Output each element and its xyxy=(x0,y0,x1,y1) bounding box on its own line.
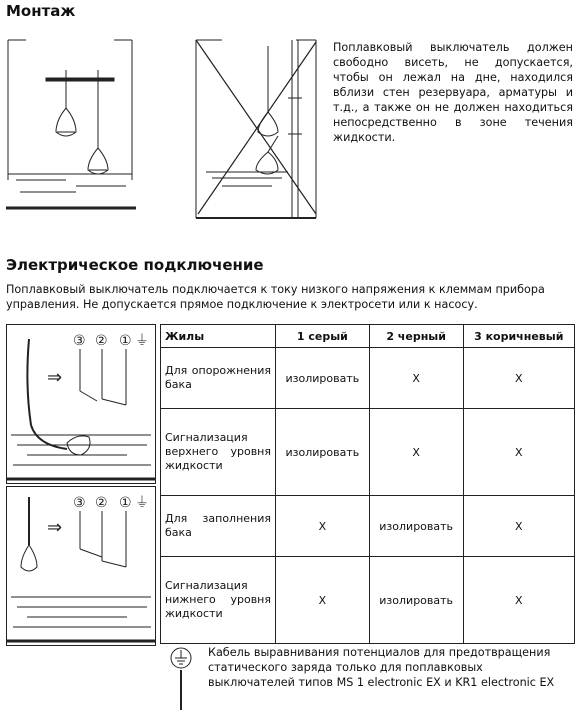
cell-black: изолировать xyxy=(369,495,463,556)
correct-installation-illustration xyxy=(6,36,138,214)
wiring-diagram-emptying-drawing xyxy=(7,325,155,483)
section-title-montazh: Монтаж xyxy=(6,2,76,20)
column-header-grey: 1 серый xyxy=(276,325,370,348)
cell-grey: X xyxy=(276,495,370,556)
row-label: Для опорожнения бака xyxy=(161,348,276,409)
table-row xyxy=(161,348,575,409)
cell-black: X xyxy=(369,409,463,496)
cell-brown: X xyxy=(463,348,574,409)
arrow-label: ⇒ xyxy=(47,367,63,388)
table-row xyxy=(161,557,575,644)
terminal-2-label: ② xyxy=(95,333,108,349)
ground-label: ⏚ xyxy=(135,495,149,511)
cell-brown: X xyxy=(463,409,574,496)
cell-grey: изолировать xyxy=(276,348,370,409)
wiring-diagram-emptying xyxy=(6,324,156,484)
incorrect-installation-illustration xyxy=(192,36,324,222)
terminal-3-label: ③ xyxy=(73,495,86,511)
ground-label: ⏚ xyxy=(135,333,149,349)
column-header-brown: 3 коричневый xyxy=(463,325,574,348)
row-label: Сигнализация верхнего уровня жидкости xyxy=(161,409,276,496)
table-row xyxy=(161,495,575,556)
wiring-diagram-filling-drawing xyxy=(7,487,155,645)
terminal-1-label: ① xyxy=(119,495,132,511)
terminal-1-label: ① xyxy=(119,333,132,349)
cell-brown: X xyxy=(463,495,574,556)
column-header-wires: Жилы xyxy=(161,325,276,348)
wiring-diagram-filling xyxy=(6,486,156,646)
cell-grey: изолировать xyxy=(276,409,370,496)
cell-brown: X xyxy=(463,557,574,644)
column-header-black: 2 черный xyxy=(369,325,463,348)
electric-description: Поплавковый выключатель подключается к току низкого напряжения к клеммам прибора управления. Не допускается прямое подключение к электросети или к насосу. xyxy=(6,283,545,311)
table-header-row xyxy=(161,325,575,348)
cell-black: X xyxy=(369,348,463,409)
arrow-label: ⇒ xyxy=(47,517,63,538)
ground-icon xyxy=(168,646,194,710)
cell-grey: X xyxy=(276,557,370,644)
row-label: Сигнализация нижнего уровня жидкости xyxy=(161,557,276,644)
montazh-description: Поплавковый выключатель должен свободно висеть, не допускается, чтобы он лежал на дне, находился вблизи стен резервуара, арматуры и т.д., а также он не должен находиться непосредственно в зоне течения жидкости. xyxy=(333,41,573,144)
terminal-3-label: ③ xyxy=(73,333,86,349)
section-title-electric: Электрическое подключение xyxy=(6,256,264,274)
cell-black: изолировать xyxy=(369,557,463,644)
table-row xyxy=(161,409,575,496)
ground-cable-note: Кабель выравнивания потенциалов для предотвращения статического заряда только для поплавковых выключателей типов MS 1 electronic EX и KR1 electronic EX xyxy=(208,646,555,689)
terminal-2-label: ② xyxy=(95,495,108,511)
row-label: Для заполнения бака xyxy=(161,495,276,556)
wiring-table xyxy=(160,324,575,644)
